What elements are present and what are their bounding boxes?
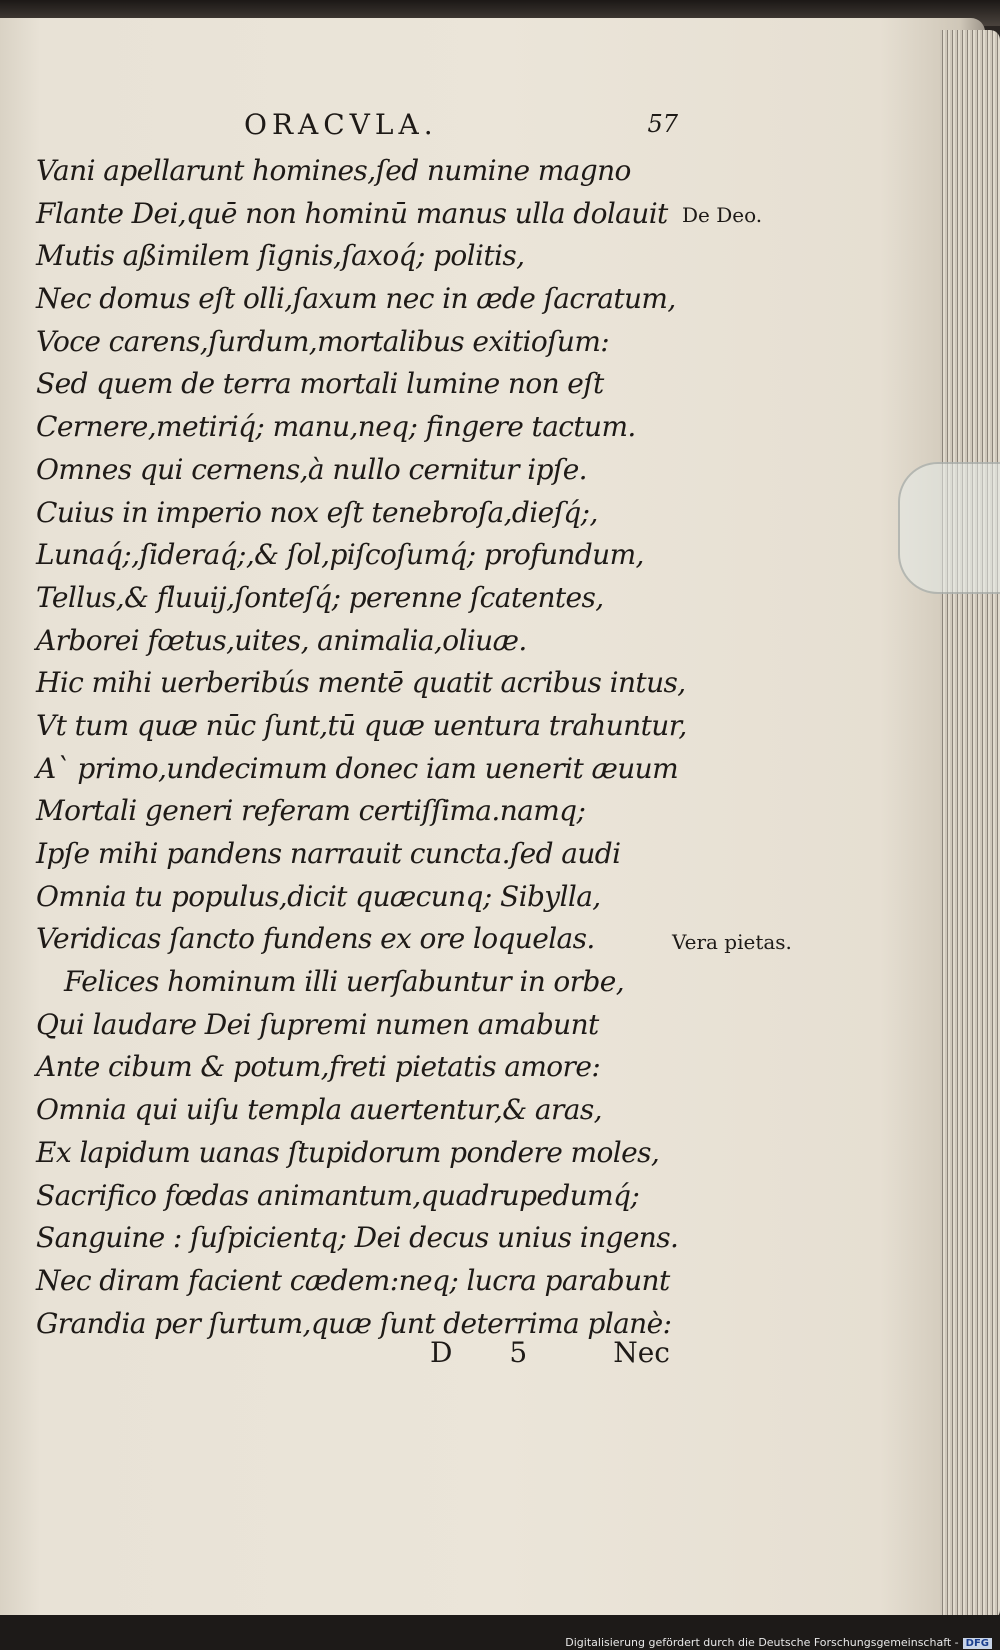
- folio-number: 57: [647, 110, 678, 138]
- dfg-logo: DFG: [963, 1638, 992, 1649]
- verse-line: A` primo,undecimum donec iam uenerit æuum: [36, 751, 679, 785]
- marginal-note-vera-pietas: Vera pietas.: [672, 930, 792, 954]
- verse-line: Arborei fœtus,uites, animalia,oliuæ.: [36, 623, 527, 657]
- catchword: Nec: [613, 1336, 670, 1369]
- verse-line: Felices hominum illi uerſabuntur in orbe,: [64, 965, 625, 999]
- running-head: ORACVLA.: [244, 108, 438, 141]
- verse-line: Cuius in imperio nox eſt tenebroſa,dieſq́;,: [36, 495, 598, 529]
- verse-line: Vt tum quæ nūc ſunt,tū quæ uentura trahuntur,: [36, 708, 687, 742]
- verse-line: Grandia per ſurtum,quæ ſunt deterrima planè:: [36, 1306, 672, 1340]
- verse-line: Flante Dei,quē non hominū manus ulla dolauit: [36, 196, 668, 230]
- verse-line: Omnes qui cernens,à nullo cernitur ipſe.: [36, 452, 587, 486]
- page-clip: [898, 462, 1000, 594]
- verse-line: Nec diram facient cædem:neq; lucra parabunt: [36, 1263, 670, 1297]
- signature-mark: D 5: [430, 1336, 552, 1369]
- verse-line: Qui laudare Dei ſupremi numen amabunt: [36, 1007, 599, 1041]
- verse-line: Mortali generi referam certiſſima.namq;: [36, 794, 586, 828]
- verse-line: Omnia tu populus,dicit quæcunq; Sibylla,: [36, 879, 601, 913]
- verse-line: Ipſe mihi pandens narrauit cuncta.ſed audi: [36, 837, 621, 870]
- verse-line: Cernere,metiriq́; manu,neq; fingere tactum.: [36, 410, 636, 444]
- verse-line: Veridicas ſancto fundens ex ore loquelas.: [36, 922, 595, 956]
- verse-line: Lunaq́;,ſideraq́;,& ſol,piſcoſumq́; profundum,: [36, 538, 644, 572]
- verse-line: Sacrifico fœdas animantum,quadrupedumq́;: [36, 1178, 640, 1212]
- verse-line: Tellus,& fluuij,ſonteſq́; perenne ſcatentes,: [36, 580, 604, 614]
- verse-line: Vani apellarunt homines,ſed numine magno: [36, 154, 631, 187]
- verse-line: Sed quem de terra mortali lumine non eſt: [36, 367, 604, 401]
- verse-line: Ex lapidum uanas ſtupidorum pondere moles,: [36, 1135, 660, 1169]
- credit-text: Digitalisierung gefördert durch die Deutsche Forschungsgemeinschaft -: [565, 1636, 959, 1649]
- verse-line: Omnia qui uiſu templa auertentur,& aras,: [36, 1093, 602, 1127]
- catchline: [430, 1336, 670, 1376]
- verse-line: Ante cibum & potum,freti pietatis amore:: [36, 1050, 601, 1084]
- verse-line: Mutis aßimilem ſignis,ſaxoq́; politis,: [36, 239, 525, 273]
- verse-line: Nec domus eſt olli,ſaxum nec in æde ſacratum,: [36, 282, 676, 316]
- page-edges: [940, 30, 1000, 1620]
- digitization-credit: [565, 1636, 992, 1649]
- verse-line: Sanguine : ſuſpicientq; Dei decus unius ingens.: [36, 1221, 679, 1255]
- page-header: [240, 108, 700, 148]
- verse-text: [36, 150, 687, 1345]
- verse-line: Voce carens,ſurdum,mortalibus exitioſum:: [36, 324, 610, 358]
- marginal-note-de-deo: De Deo.: [682, 203, 763, 227]
- verse-line: Hic mihi uerberibús mentē quatit acribus intus,: [36, 666, 686, 700]
